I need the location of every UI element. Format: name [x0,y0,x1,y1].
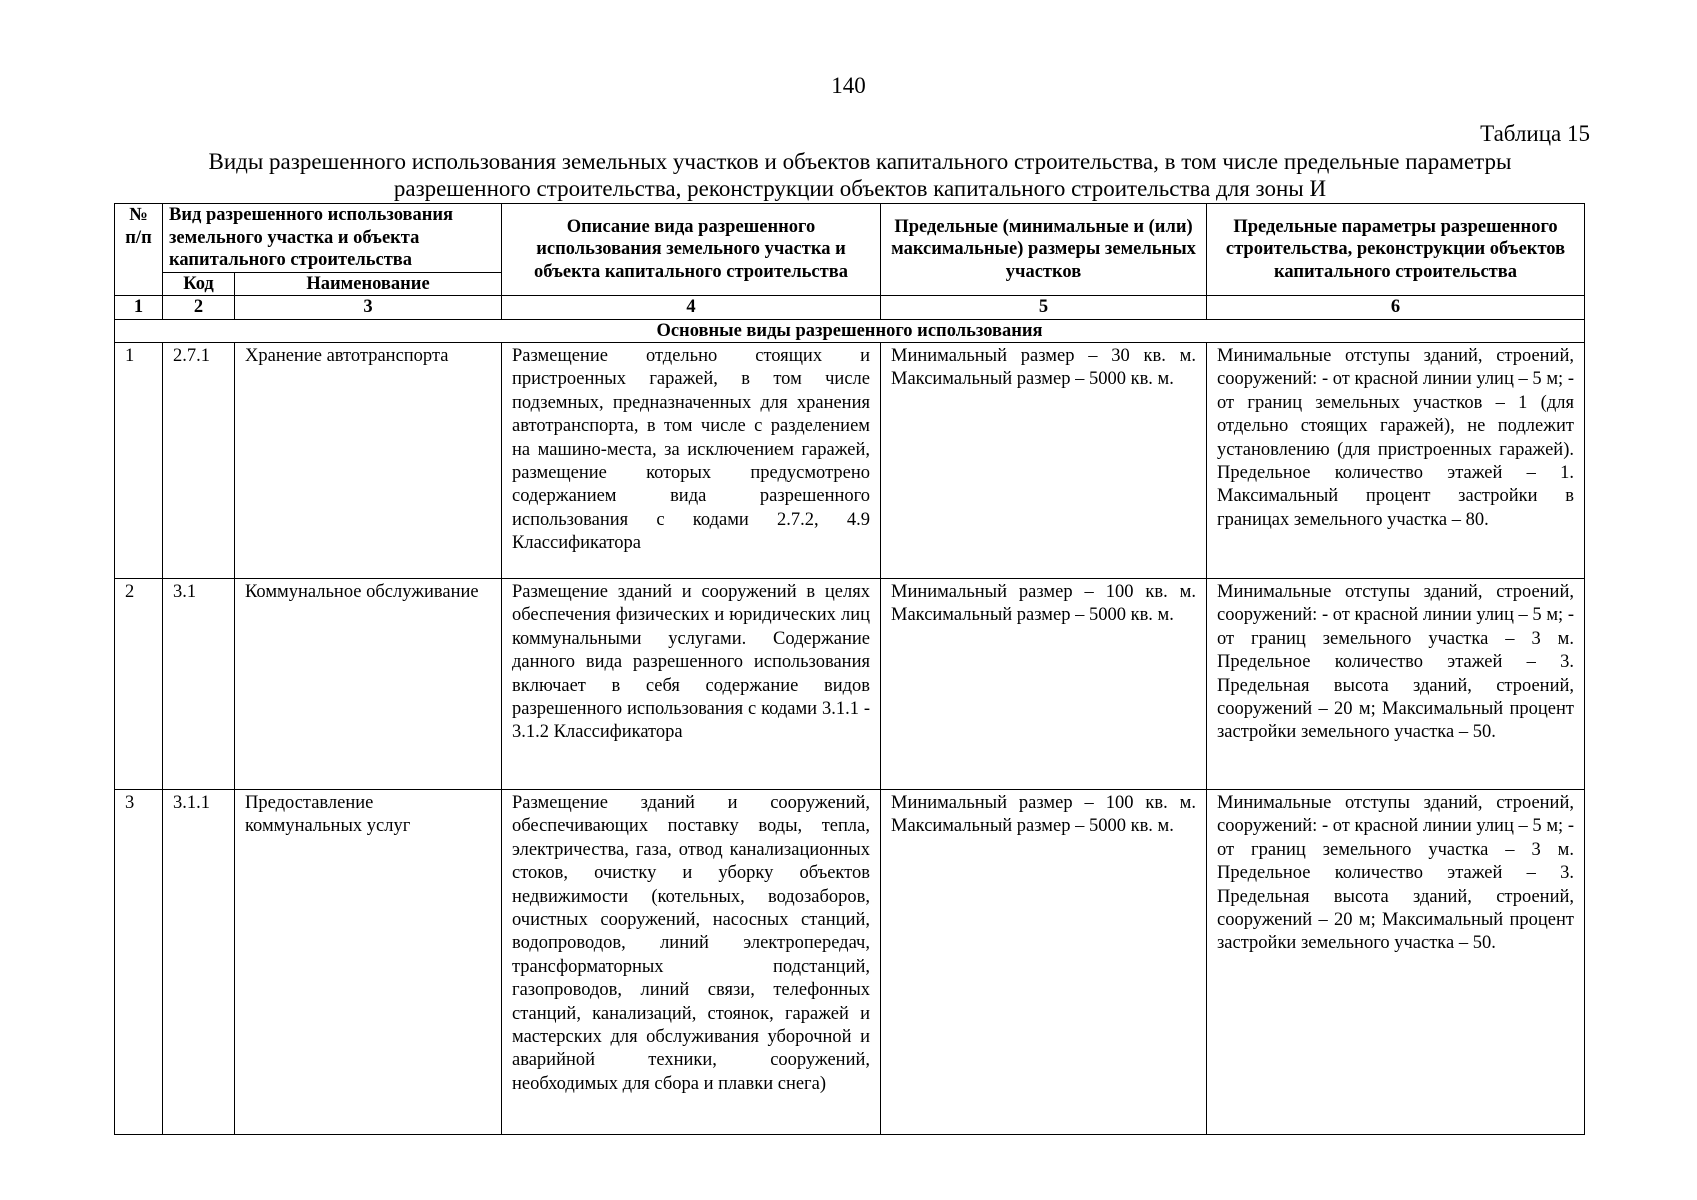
row-code: 3.1.1 [163,790,235,1135]
row-sizes: Минимальный размер – 100 кв. м. Максимальный размер – 5000 кв. м. [881,579,1207,790]
row-name: Хранение автотранспорта [235,343,502,579]
column-number: 2 [163,296,235,320]
table-title-line-1: Виды разрешенного использования земельных участков и объектов капитального строительства, в том числе предельные параметры [208,149,1512,174]
row-name: Предоставление коммунальных услуг [235,790,502,1135]
header-row [115,204,1585,273]
page-number: 140 [831,73,866,98]
column-number: 3 [235,296,502,320]
table-row [115,579,1585,790]
row-desc: Размещение зданий и сооружений, обеспечивающих поставку воды, тепла, электричества, газа, отвод канализационных стоков, очистку и уборку объектов недвижимости (котельных, водозаборов, очистных сооружений, насосных станций, водопроводов, линий электропередач, трансформаторных подстанций, газопроводов, линий связи, телефонных станций, канализаций, стоянок, гаражей и мастерских для обслуживания уборочной и аварийной техники, сооружений, необходимых для сбора и плавки снега) [502,790,881,1135]
table-title [130,148,1590,202]
row-params: Минимальные отступы зданий, строений, сооружений: - от красной линии улиц – 5 м; - от границ земельных участков – 1 (для отдельно стоящих гаражей), не подлежит установлению (для пристроенных гаражей). Предельное количество этажей – 1. Максимальный процент застройки в границах земельного участка – 80. [1207,343,1585,579]
row-desc: Размещение зданий и сооружений в целях обеспечения физических и юридических лиц коммунальными услугами. Содержание данного вида разрешенного использования включает в себя содержание видов разрешенного использования с кодами 3.1.1 - 3.1.2 Классификатора [502,579,881,790]
column-number: 5 [881,296,1207,320]
row-num: 2 [115,579,163,790]
table-row [115,790,1585,1135]
section-title: Основные виды разрешенного использования [115,319,1585,343]
header-num: № п/п [115,204,163,296]
row-sizes: Минимальный размер – 30 кв. м. Максимальный размер – 5000 кв. м. [881,343,1207,579]
row-num: 1 [115,343,163,579]
column-number: 6 [1207,296,1585,320]
table-title-line-2: разрешенного строительства, реконструкции объектов капитального строительства для зоны И [393,176,1327,201]
column-number: 1 [115,296,163,320]
header-sizes: Предельные (минимальные и (или) максимальные) размеры земельных участков [881,204,1207,296]
table-number: Таблица 15 [1480,121,1590,146]
section-row [115,319,1585,343]
header-desc: Описание вида разрешенного использования земельного участка и объекта капитального строительства [502,204,881,296]
row-desc: Размещение отдельно стоящих и пристроенных гаражей, в том числе подземных, предназначенных для хранения автотранспорта, в том числе с разделением на машино-места, за исключением гаражей, размещение которых предусмотрено содержанием вида разрешенного использования с кодами 2.7.2, 4.9 Классификатора [502,343,881,579]
header-code: Код [163,272,235,296]
header-params: Предельные параметры разрешенного строительства, реконструкции объектов капитального строительства [1207,204,1585,296]
table-row [115,343,1585,579]
column-number: 4 [502,296,881,320]
row-sizes: Минимальный размер – 100 кв. м. Максимальный размер – 5000 кв. м. [881,790,1207,1135]
row-num: 3 [115,790,163,1135]
row-name: Коммунальное обслуживание [235,579,502,790]
header-vid: Вид разрешенного использования земельного участка и объекта капитального строительства [163,204,502,273]
row-params: Минимальные отступы зданий, строений, сооружений: - от красной линии улиц – 5 м; - от границ земельного участка – 3 м. Предельное количество этажей – 3. Предельная высота зданий, строений, сооружений – 20 м; Максимальный процент застройки земельного участка – 50. [1207,790,1585,1135]
column-number-row [115,296,1585,320]
land-use-table [114,203,1585,1135]
header-name: Наименование [235,272,502,296]
row-code: 2.7.1 [163,343,235,579]
row-params: Минимальные отступы зданий, строений, сооружений: - от красной линии улиц – 5 м; - от границ земельного участка – 3 м. Предельное количество этажей – 3. Предельная высота зданий, строений, сооружений – 20 м; Максимальный процент застройки земельного участка – 50. [1207,579,1585,790]
row-code: 3.1 [163,579,235,790]
